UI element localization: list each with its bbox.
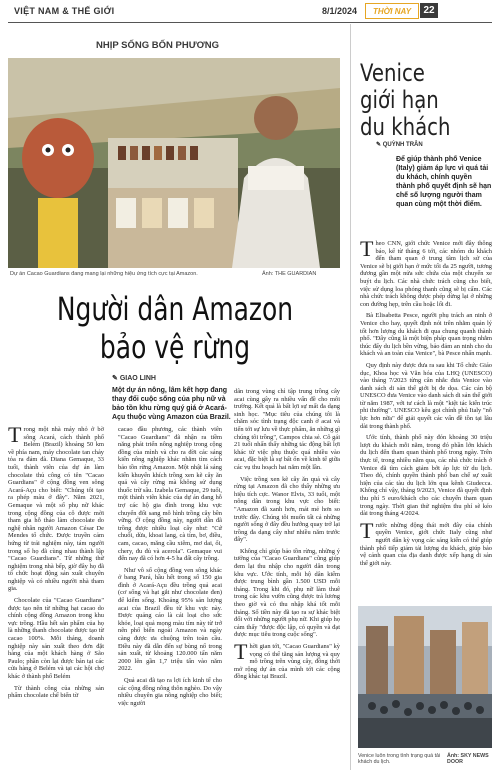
headline-line-1: Người dân Amazon <box>56 290 294 328</box>
byline-name: GIAO LINH <box>119 375 156 382</box>
story-byline <box>112 374 156 382</box>
photo-credit: Ảnh: SKY NEWS DOOR <box>447 753 489 765</box>
sidebar-headline <box>360 60 468 141</box>
sidebar-byline <box>376 141 423 148</box>
body-paragraph: cacao đầu phương, các thành viên "Cacao Guardians" đã nhận ra tiềm năng phát triển nông nghiệp trong cộng đồng của mình và cho ra đời các sáng kiến nông nghiệp khác nhằm tìm cách bảo tồn rừng Amazon. Một nhật lá sáng kiến khuyến khích trồng xen kẽ cây ăn quả và cây rừng mà không sử dụng thuốc trừ sâu. Izabela Gemaque, 29 tuổi, một thành viên khác của dự án đang hỗ trợ các hộ gia đình trong khu vực chuyển đổi sang mô hình trồng cây bền vững. Ở cộng đồng này, người dân đã trồng được nhiều loại cây như: "Cứ chuối, dừa, khoai lang, cà tím, bơ, điều, cam, cacao, măng cầu xiêm, mơ dai, ổi, chery, đu đủ và acerola". Gemaque vui đến nay đã có hơn 4-5 ha đất cây trồng. <box>118 426 222 563</box>
body-paragraph: dân trong vùng chỉ tập trung trồng cây acai cùng gây ra nhiều vấn đề cho môi trường. Kết quả là bất lợi sự mất đa dạng sinh học. "Mục tiêu của chúng tôi là chăm sóc tình trạng độc canh ở acai và tiến tới sự lưu về thực phẩm, ăn những gì chúng tôi trồng", Campos chia sẻ. Cô gái 21 tuổi nhấn thấy những tác động bất lợi khác từ việc phụ thuộc quá nhiều vào acai, đặc biệt là sự bất ổn về kinh tế giữa các vụ thu hoạch hai năm một lần. <box>234 388 340 471</box>
sidebar-body <box>360 236 492 571</box>
photo-caption: Dự án Cacao Guardians đang mang lại những hiệu ứng tích cực tại Amazon. <box>10 271 198 277</box>
photo-caption: Venice luôn trong tình trạng quá tải khách du lịch. <box>358 753 441 765</box>
body-column-3 <box>234 388 340 685</box>
dropcap: T <box>360 236 374 261</box>
body-column-2 <box>118 426 222 711</box>
body-column-1 <box>8 422 104 704</box>
sidebar-lede: Để giúp thành phố Venice (Italy) giảm áp lực vì quá tải du khách, chính quyền thành phố quyết định sẽ hạn chế số lượng người tham quan cùng một thời điểm. <box>396 156 492 208</box>
headline-line-3: du khách <box>360 113 451 141</box>
column-divider <box>350 24 351 770</box>
body-paragraph: rong một nhà máy nhỏ ở bờ sông Acará, cách thành phố Belém (Brazil) khoảng 50 km về phía nam, máy chocolate tan chảy tỏa ra đảm đà. Diana Gemaque, 33 tuổi, thành viên của dự án làm chocolate thủ công có tên "Cacao Guardians" ở cộng đồng ven sông Acará-Açu cho biết: "Chúng tôi tạo ra phép màu ở đây". Năm 2021, Gemaque và một số phụ nữ khác trong cộng đồng của cô được mời tham gia hỗ thảo làm chocolate do nghệ nhân người Amazon César De Mendes tổ chức. Được truyền cảm hứng từ trải nghiệm này, tám người trong số họ đã cùng nhau thành lập "Cacao Guardians". Từ những thử nghiệm trong nhà bếp, giờ đây họ đã tổ chức hoạt động sản xuất chuyên nghiệp và có nhiều người nhà tham gia. <box>8 426 104 593</box>
body-paragraph: Như vô số cộng đồng ven sông khác ở bang Pará, hầu hết trong số 150 gia đình ở Acará-Açu đều trồng quả acai (cơ sống và hạt gắt như chocolate đen) để kiếm sống. Khoảng 95% sản lượng acai của Brazil đều từ khu vực này. Được quảng cáo là cái loại cho sức khỏe, loại quả mọng màu tím này từ trở nên phổ biến ngoài Amazon và ngày càng được ưa chuộng trên toàn cầu. Điều này đã dẫn đến sự bùng nổ trong sản xuất, từ khoảng 120.000 tấn năm 2000 lên gần 1,7 triệu tấn vào năm 2022. <box>118 566 222 673</box>
photo-illustration <box>8 58 340 268</box>
body-paragraph: Không chỉ giúp bảo tồn rừng, những ý tưởng của "Cacao Guardians" cũng giúp đem lại thu nhập cho người dân trong khu vực. Ước tính, mỗi hộ dân kiếm được trung bình gần 1.500 USD mỗi tháng. Trong khi đó, phụ nữ làm thuê trong các khu vườn cũng được trả lương theo giờ và có thu nhập khá tốt mỗi tháng. Số tiền này đã tạo ra sự khác biệt đối với những người phụ nữ. Khi giúp họ cảm thấy "được độc lập, có quyền và đạt được mục tiêu trong cuộc sống". <box>234 547 340 639</box>
body-paragraph: rước những động thái mới đây của chính quyền Venice, giới chức Italy cũng như người dân kỳ vọng các sáng kiến có thể giúp thành phố tiếp giảm tải lượng du khách, giúp bảo vệ cảnh quan của địa danh được xếp hạng di sản thế giới này. <box>360 521 492 567</box>
body-paragraph: Từ thành công của những sản phẩm chocolate chế biến từ <box>8 684 104 700</box>
body-paragraph: Ước tính, thành phố này đón khoảng 30 triệu lượt du khách mỗi năm, trong đó phần lớn khách du lịch đến tham quan thành phố trong ngày. Trên thực tế, trong nhiều năm qua, các nhà chức trách ở Venice đã tìm cách giảm bớt áp lực từ du lịch. Theo đó, chính quyền thành phố ban chế sự xuất hiện của các tàu du lịch lớn qua kênh Giudecca. Không chỉ vậy, tháng 9/2023, Venice đã quyết định thu phí 5 euro/khách cho các chuyến tham quan trong ngày. Thời gian thử nghiệm thu phí sẽ kéo dài trong tháng 4/2024. <box>360 434 492 518</box>
dropcap: T <box>234 639 248 664</box>
body-paragraph: Bà Elisabetta Pesce, người phụ trách an ninh ở Venice cho hay, quyết định nói trên nhằm quản lý tốt hơn lượng du khách đi qua chung quanh thành phố. "Đây cũng là một biện pháp quan trọng nhằm thúc đẩy du lịch bền vững, bảo đảm an ninh cho du khách và an toàn của Venice", bà Pesce nhấn mạnh. <box>360 312 492 358</box>
headline-line-2: giới hạn <box>360 86 439 114</box>
body-paragraph: Quả acai đã tạo ra lợi ích kinh tế cho các cộng đồng nông thôn nghèo. Do vậy nhiều chuyên gia nông nghiệp cho biết; việc người <box>118 677 222 707</box>
section-label: VIỆT NAM & THẾ GIỚI <box>14 6 115 16</box>
body-paragraph: Quy định này được đưa ra sau khi Tổ chức Giáo dục, Khoa học và Văn hóa của LHQ (UNESCO) vào tháng 7/2023 từng cân nhắc đưa Venice vào danh sách di sản thế giới bị đe dọa. Các cán bộ UNESCO đưa Venice vào danh sách di sản thế giới từ năm 1987, với tư cách là một "kiệt tác kiến trúc phi thường". UNESCO kêu gọi chính phủ Italy "nỗ lực hơn nữa" để giải quyết các vấn đề tồn tại lâu dài trong thành phố. <box>360 361 492 430</box>
story-photo-venice <box>358 606 492 748</box>
body-paragraph: heo CNN, giới chức Venice mới đây thông báo, kể từ tháng 6 tới, các nhóm du khách đến tham quan ở trung tâm lịch sử của Venice sẽ bị giới hạn ở mức tối đa 25 người, tương đương gần một nửa sức chứa của một chuyến xe buýt du lịch. Các nhà chức trách cũng cho biết, việc sử dụng loa phóng thanh cũng sẽ bị cấm. Các nhà chức trách không được phép dừng lại ở những con đường hẹp, trên cầu hoặc lối đi. <box>360 240 492 308</box>
headline-line-1: Venice <box>360 59 425 87</box>
dropcap: T <box>360 517 374 543</box>
pen-icon: ✎ <box>112 375 120 382</box>
body-paragraph: Chocolate của "Cacao Guardians" được tạo nên từ những hạt cacao do chính cộng đồng Amazon trong khu vực trồng. Hầu hết sản phẩm của họ là những thanh chocolate được tạo từ cacao 100%. Mỗi tháng, doanh nghiệp này sản xuất theo đơn đặt hàng của một khách hàng ở São Paulo; phần còn lại được bán tại các cửa hàng ở Belém và tại các hội chợ khác ở thành phố Belém <box>8 597 104 680</box>
story-lede: Một dự án nông, lâm kết hợp đang thay đổi cuộc sống của phụ nữ và bảo tồn khu rừng quý giá ở Acará-Açu thuộc vùng Amazon của Brazil. <box>112 387 231 421</box>
photo-credit: Ảnh: THE GUARDIAN <box>262 271 317 277</box>
page-number: 22 <box>420 3 438 18</box>
story-kicker: NHỊP SỐNG BỐN PHƯƠNG <box>96 40 219 51</box>
publication-logo: THỜI NAY <box>365 3 419 19</box>
issue-date: 8/1/2024 <box>322 6 358 16</box>
photo-illustration <box>358 606 492 748</box>
headline-line-2: bảo vệ rừng <box>99 328 251 366</box>
header-rule <box>8 22 492 23</box>
story-photo-amazon <box>8 58 340 268</box>
body-paragraph: hời gian tới, "Cacao Guardians" kỳ vọng có thể tăng sản lượng và quy mô trồng trên vùng cây, đồng thời mở rộng dự án của mình tới các cộng đồng khác tại Brazil. <box>234 643 340 681</box>
pen-icon: ✎ <box>376 142 383 148</box>
story-headline <box>45 290 306 366</box>
dropcap: T <box>8 422 22 447</box>
byline-name: QUỲNH TRÂN <box>382 142 423 148</box>
body-paragraph: Việc trồng xen kẽ cây ăn quả và cây rừng tại Amazon đã cho thấy những ưu hiệu tích cực. Wanor Elvis, 33 tuổi, một nông dân trong khu vực cho biết: "Amazon đã xanh hơn, mát mẻ hơn so trước đây. Chúng tôi muốn tất cả những người sống ở đây đều hướng quay trở lại trồng đa dạng cây như nhiều năm trước đây". <box>234 475 340 544</box>
